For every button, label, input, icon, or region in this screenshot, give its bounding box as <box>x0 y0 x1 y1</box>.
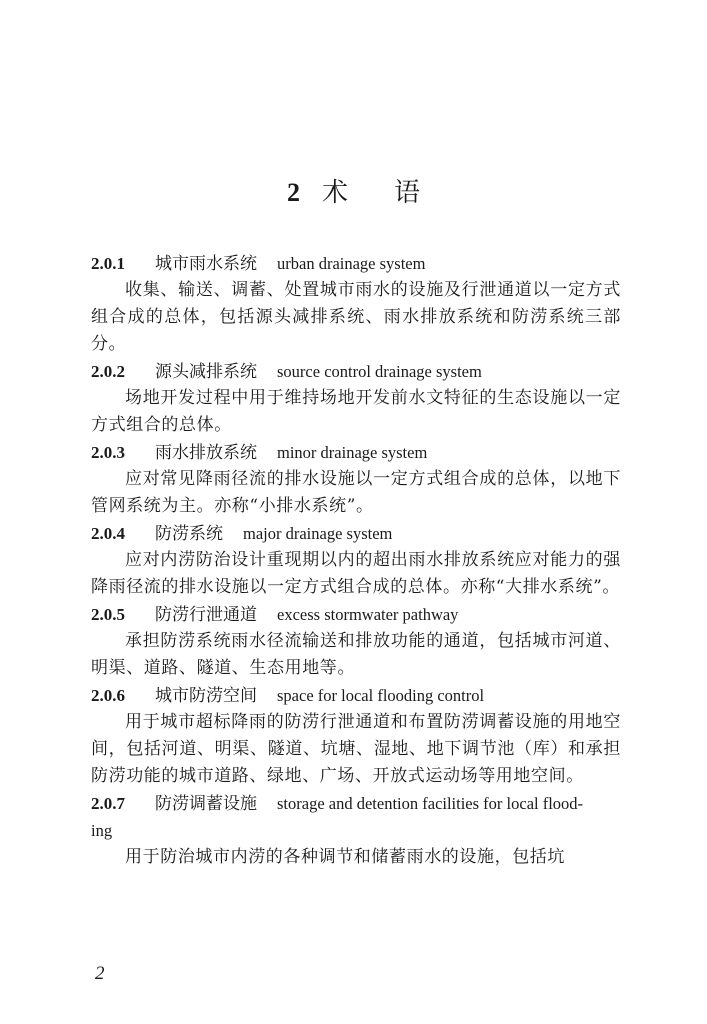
term-english: space for local flooding control <box>277 686 485 705</box>
term-english: excess stormwater pathway <box>277 605 459 624</box>
term-english: major drainage system <box>243 524 393 543</box>
term-chinese: 城市防涝空间 <box>155 686 257 706</box>
term-heading <box>91 358 621 385</box>
term-heading <box>91 601 621 628</box>
chapter-heading <box>0 176 707 210</box>
term-definition: 承担防涝系统雨水径流输送和排放功能的通道，包括城市河道、明渠、道路、隧道、生态用地等。 <box>91 631 621 678</box>
term-heading <box>91 520 621 547</box>
term-definition: 应对常见降雨径流的排水设施以一定方式组合成的总体，以地下管网系统为主。亦称“小排水系统”。 <box>91 469 621 516</box>
term-heading <box>91 250 621 277</box>
term-english-continuation: ing <box>91 821 113 840</box>
term-english: storage and detention facilities for local flood- <box>277 794 584 813</box>
term-heading <box>91 439 621 466</box>
term-definition: 用于防治城市内涝的各种调节和储蓄雨水的设施，包括坑 <box>125 847 565 867</box>
chapter-number: 2 <box>286 178 300 207</box>
term-english: urban drainage system <box>277 254 426 273</box>
term-number: 2.0.4 <box>91 524 125 543</box>
term-heading <box>91 790 621 817</box>
page-number: 2 <box>95 963 105 984</box>
term-definition: 收集、输送、调蓄、处置城市雨水的设施及行泄通道以一定方式组合成的总体，包括源头减排系统、雨水排放系统和防涝系统三部分。 <box>91 280 621 354</box>
term-chinese: 雨水排放系统 <box>155 443 257 463</box>
chapter-title: 术语 <box>321 178 466 208</box>
term-chinese: 城市雨水系统 <box>155 254 257 274</box>
term-number: 2.0.7 <box>91 794 125 813</box>
term-heading <box>91 682 621 709</box>
term-number: 2.0.6 <box>91 686 125 705</box>
term-chinese: 源头减排系统 <box>155 362 257 382</box>
term-definition: 场地开发过程中用于维持场地开发前水文特征的生态设施以一定方式组合的总体。 <box>91 388 621 435</box>
term-number: 2.0.2 <box>91 362 125 381</box>
term-english: minor drainage system <box>277 443 428 462</box>
term-chinese: 防涝调蓄设施 <box>155 794 257 814</box>
term-chinese: 防涝行泄通道 <box>155 605 257 625</box>
term-definition: 应对内涝防治设计重现期以内的超出雨水排放系统应对能力的强降雨径流的排水设施以一定方式组合成的总体。亦称“大排水系统”。 <box>91 550 621 597</box>
term-definition: 用于城市超标降雨的防涝行泄通道和布置防涝调蓄设施的用地空间，包括河道、明渠、隧道、坑塘、湿地、地下调节池（库）和承担防涝功能的城市道路、绿地、广场、开放式运动场等用地空间。 <box>91 712 621 786</box>
terms-section <box>91 250 621 871</box>
term-number: 2.0.5 <box>91 605 125 624</box>
term-number: 2.0.3 <box>91 443 125 462</box>
term-chinese: 防涝系统 <box>155 524 223 544</box>
term-number: 2.0.1 <box>91 254 125 273</box>
term-english: source control drainage system <box>277 362 482 381</box>
